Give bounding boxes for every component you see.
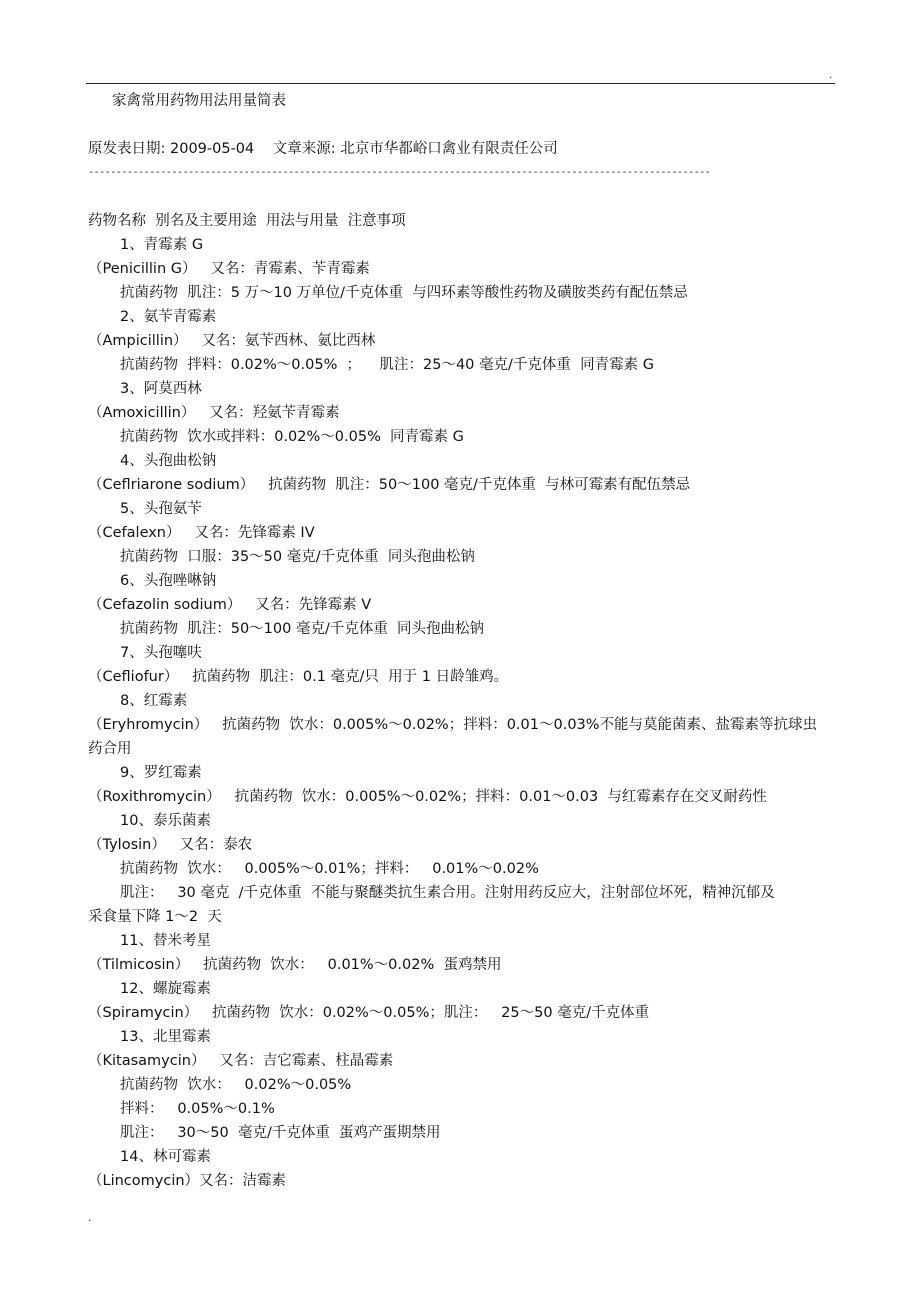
drug-heading: 13、北里霉素 <box>120 1029 211 1045</box>
drug-usage-line: （Spiramycin） 抗菌药物 饮水：0.02%～0.05%；肌注： 25～50 毫克/千克体重 <box>88 1005 650 1021</box>
drug-alias-line: （Cefalexn） 又名：先锋霉素 IV <box>88 525 315 541</box>
drug-alias-line: （Cefazolin sodium） 又名：先锋霉素 V <box>88 597 372 613</box>
drug-heading: 5、头孢氨苄 <box>120 501 202 517</box>
drug-heading: 6、头孢唑啉钠 <box>120 573 217 589</box>
drug-heading: 8、红霉素 <box>120 693 188 709</box>
drug-alias-line: （Amoxicillin） 又名：羟氨苄青霉素 <box>88 405 340 421</box>
drug-heading: 2、氨苄青霉素 <box>120 309 217 325</box>
drug-usage-line: 肌注： 30 毫克 /千克体重 不能与聚醚类抗生素合用。注射用药反应大，注射部位坏死，精神沉郁及 <box>120 885 775 901</box>
drug-usage-line: 抗菌药物 饮水： 0.005%～0.01%；拌料： 0.01%～0.02% <box>120 861 539 877</box>
drug-usage-line: 抗菌药物 肌注：5 万～10 万单位/千克体重 与四环素等酸性药物及磺胺类药有配伍禁忌 <box>120 285 688 301</box>
header-rule <box>86 83 835 84</box>
corner-mark-top: . <box>829 68 833 81</box>
drug-usage-line: （Eryhromycin） 抗菌药物 饮水：0.005%～0.02%；拌料：0.01～0.03%不能与莫能菌素、盐霉素等抗球虫 <box>88 717 818 733</box>
drug-alias-line: （Tylosin） 又名：泰农 <box>88 837 253 853</box>
drug-usage-line: 抗菌药物 口服：35～50 毫克/千克体重 同头孢曲松钠 <box>120 549 475 565</box>
drug-usage-line: （Ceflriarone sodium） 抗菌药物 肌注：50～100 毫克/千克体重 与林可霉素有配伍禁忌 <box>88 477 691 493</box>
source-line: 原发表日期: 2009-05-04 文章来源: 北京市华都峪口禽业有限责任公司 <box>88 141 558 157</box>
drug-alias-line: （Kitasamycin） 又名：吉它霉素、柱晶霉素 <box>88 1053 394 1069</box>
drug-usage-line: 拌料： 0.05%～0.1% <box>120 1101 275 1117</box>
drug-heading: 1、青霉素 G <box>120 237 204 253</box>
drug-heading: 10、泰乐菌素 <box>120 813 211 829</box>
drug-usage-continuation: 药合用 <box>88 741 132 757</box>
drug-usage-line: 抗菌药物 拌料：0.02%～0.05% ； 肌注：25～40 毫克/千克体重 同青霉素 G <box>120 357 654 373</box>
corner-mark-bottom: . <box>88 1211 92 1224</box>
drug-heading: 3、阿莫西林 <box>120 381 202 397</box>
drug-usage-line: （Tilmicosin） 抗菌药物 饮水： 0.01%～0.02% 蛋鸡禁用 <box>88 957 502 973</box>
drug-heading: 12、螺旋霉素 <box>120 981 211 997</box>
column-header: 药物名称 别名及主要用途 用法与用量 注意事项 <box>88 213 406 229</box>
drug-heading: 14、林可霉素 <box>120 1149 211 1165</box>
drug-alias-line: （Ampicillin） 又名：氨苄西林、氨比西林 <box>88 333 376 349</box>
drug-heading: 11、替米考星 <box>120 933 211 949</box>
drug-heading: 9、罗红霉素 <box>120 765 202 781</box>
divider-line: ---------------------------------------------------------------------------------------------------------------- <box>88 166 711 178</box>
drug-heading: 7、头孢噻呋 <box>120 645 202 661</box>
drug-usage-line: （Cefliofur） 抗菌药物 肌注：0.1 毫克/只 用于 1 日龄雏鸡。 <box>88 669 509 685</box>
drug-usage-line: 肌注： 30～50 毫克/千克体重 蛋鸡产蛋期禁用 <box>120 1125 441 1141</box>
drug-alias-line: （Penicillin G） 又名：青霉素、苄青霉素 <box>88 261 370 277</box>
document-title: 家禽常用药物用法用量简表 <box>112 93 286 109</box>
drug-usage-line: （Roxithromycin） 抗菌药物 饮水：0.005%～0.02%；拌料：0.01～0.03 与红霉素存在交叉耐药性 <box>88 789 767 805</box>
drug-usage-line: 抗菌药物 饮水： 0.02%～0.05% <box>120 1077 352 1093</box>
drug-usage-continuation: 采食量下降 1～2 天 <box>88 909 222 925</box>
drug-alias-line: （Lincomycin）又名：洁霉素 <box>88 1173 287 1189</box>
drug-usage-line: 抗菌药物 肌注：50～100 毫克/千克体重 同头孢曲松钠 <box>120 621 485 637</box>
drug-usage-line: 抗菌药物 饮水或拌料：0.02%～0.05% 同青霉素 G <box>120 429 464 445</box>
drug-heading: 4、头孢曲松钠 <box>120 453 217 469</box>
